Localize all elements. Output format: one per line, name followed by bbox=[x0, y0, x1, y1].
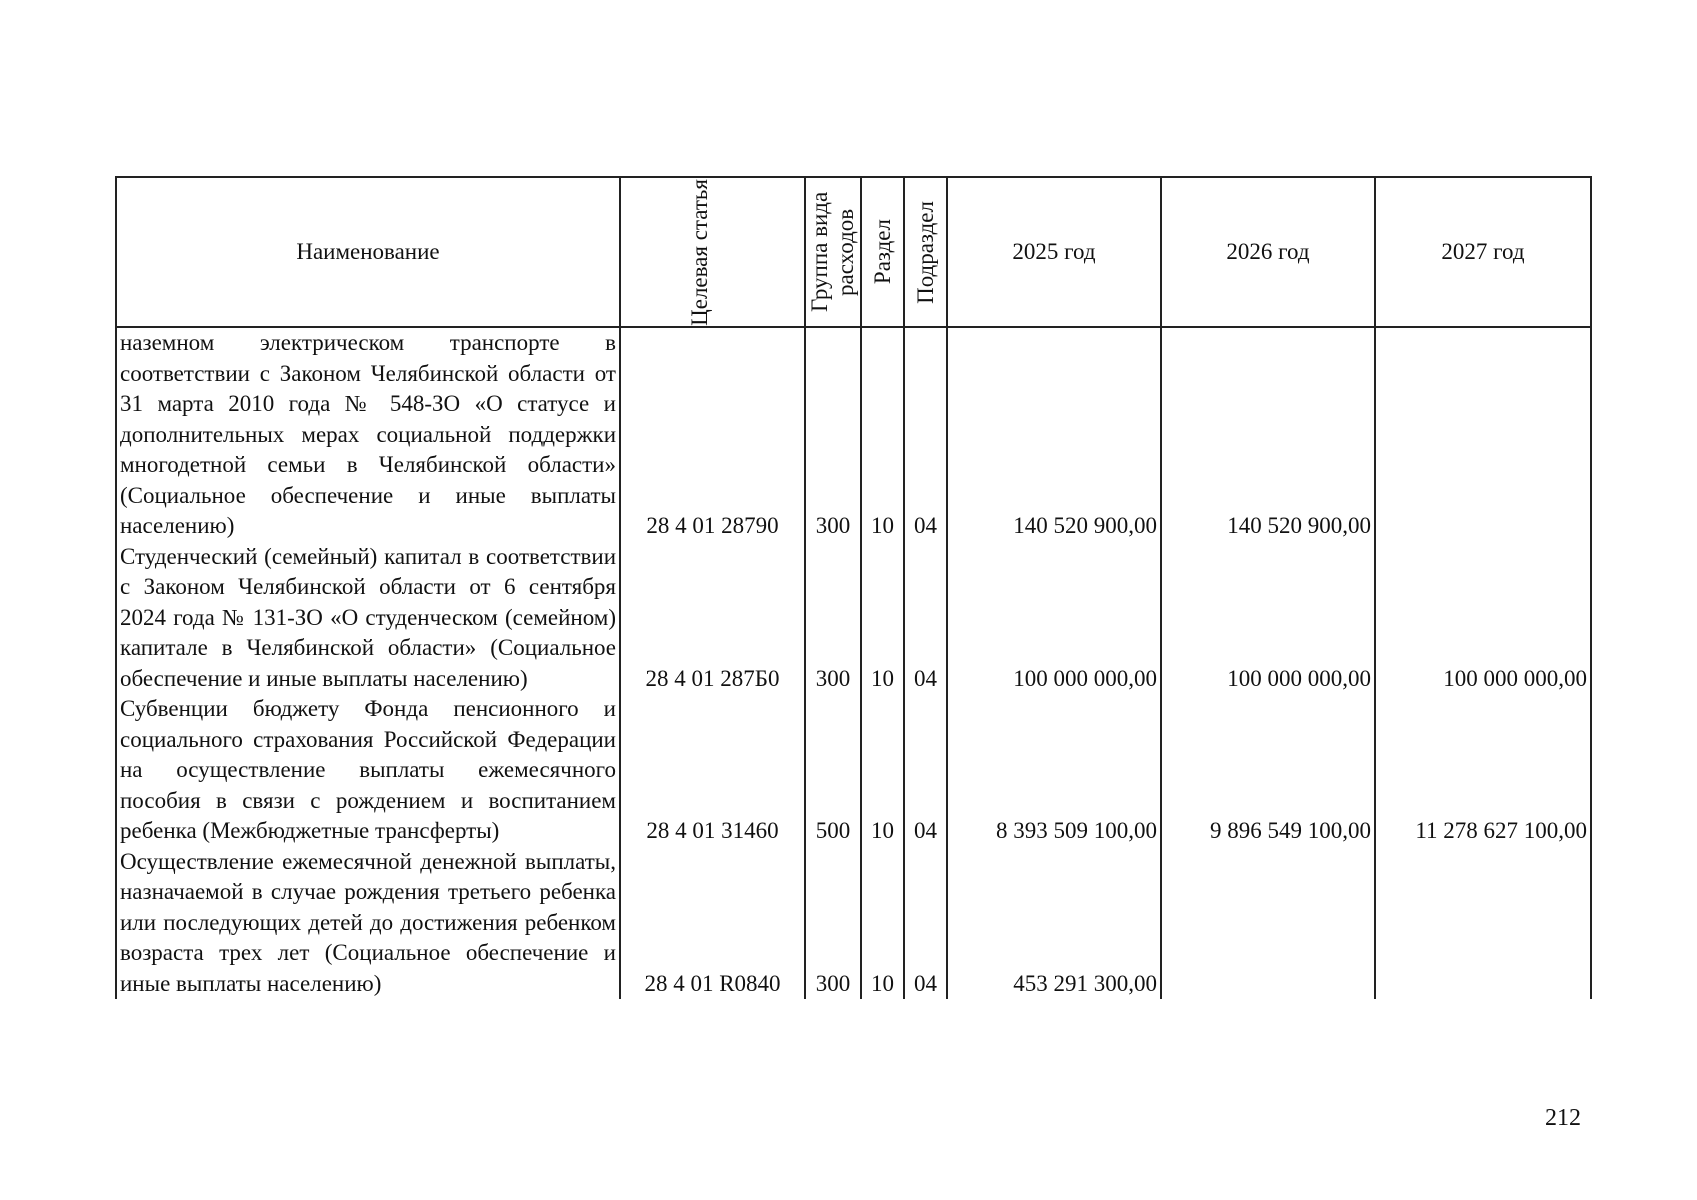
budget-table bbox=[115, 176, 1592, 999]
header-section: Раздел bbox=[861, 177, 904, 327]
row-expense-group: 300 bbox=[805, 847, 861, 1000]
row-2027 bbox=[1375, 847, 1591, 1000]
header-expense-group: Группа вида расходов bbox=[805, 177, 861, 327]
row-section: 10 bbox=[861, 542, 904, 695]
row-target-article: 28 4 01 31460 bbox=[620, 694, 805, 847]
page-number: 212 bbox=[1545, 1105, 1581, 1131]
row-expense-group: 500 bbox=[805, 694, 861, 847]
row-2026: 100 000 000,00 bbox=[1161, 542, 1375, 695]
header-2027: 2027 год bbox=[1375, 177, 1591, 327]
row-2026: 9 896 549 100,00 bbox=[1161, 694, 1375, 847]
row-2025: 140 520 900,00 bbox=[947, 327, 1161, 542]
header-target-article: Целевая статья bbox=[620, 177, 805, 327]
header-2026: 2026 год bbox=[1161, 177, 1375, 327]
row-2027: 100 000 000,00 bbox=[1375, 542, 1591, 695]
row-expense-group: 300 bbox=[805, 542, 861, 695]
row-2026 bbox=[1161, 847, 1375, 1000]
row-2026: 140 520 900,00 bbox=[1161, 327, 1375, 542]
table-row bbox=[116, 327, 1591, 542]
row-expense-group: 300 bbox=[805, 327, 861, 542]
row-target-article: 28 4 01 287Б0 bbox=[620, 542, 805, 695]
header-name: Наименование bbox=[116, 177, 620, 327]
row-2025: 8 393 509 100,00 bbox=[947, 694, 1161, 847]
row-name: наземном электрическом транспорте в соответствии с Законом Челябинской области от 31 марта 2010 года № 548-ЗО «О статусе и дополнительных мерах социальной поддержки многодетной семьи в Челябинской области» (Социальное обеспечение и иные выплаты населению) bbox=[116, 327, 620, 542]
row-section: 10 bbox=[861, 694, 904, 847]
row-name: Субвенции бюджету Фонда пенсионного и социального страхования Российской Федерации на осуществление выплаты ежемесячного пособия в связи с рождением и воспитанием ребенка (Межбюджетные трансферты) bbox=[116, 694, 620, 847]
header-2025: 2025 год bbox=[947, 177, 1161, 327]
table-header-row bbox=[116, 177, 1591, 327]
row-subsection: 04 bbox=[904, 542, 947, 695]
row-name: Осуществление ежемесячной денежной выплаты, назначаемой в случае рождения третьего ребенка или последующих детей до достижения ребенком возраста трех лет (Социальное обеспечение и иные выплаты населению) bbox=[116, 847, 620, 1000]
header-subsection: Подраздел bbox=[904, 177, 947, 327]
row-2025: 100 000 000,00 bbox=[947, 542, 1161, 695]
table-row bbox=[116, 694, 1591, 847]
row-target-article: 28 4 01 R0840 bbox=[620, 847, 805, 1000]
row-subsection: 04 bbox=[904, 847, 947, 1000]
row-subsection: 04 bbox=[904, 694, 947, 847]
row-2027 bbox=[1375, 327, 1591, 542]
table-row bbox=[116, 847, 1591, 1000]
row-target-article: 28 4 01 28790 bbox=[620, 327, 805, 542]
row-2027: 11 278 627 100,00 bbox=[1375, 694, 1591, 847]
row-2025: 453 291 300,00 bbox=[947, 847, 1161, 1000]
row-name: Студенческий (семейный) капитал в соответствии с Законом Челябинской области от 6 сентября 2024 года № 131-ЗО «О студенческом (семейном) капитале в Челябинской области» (Социальное обеспечение и иные выплаты населению) bbox=[116, 542, 620, 695]
row-section: 10 bbox=[861, 847, 904, 1000]
row-subsection: 04 bbox=[904, 327, 947, 542]
table-row bbox=[116, 542, 1591, 695]
row-section: 10 bbox=[861, 327, 904, 542]
